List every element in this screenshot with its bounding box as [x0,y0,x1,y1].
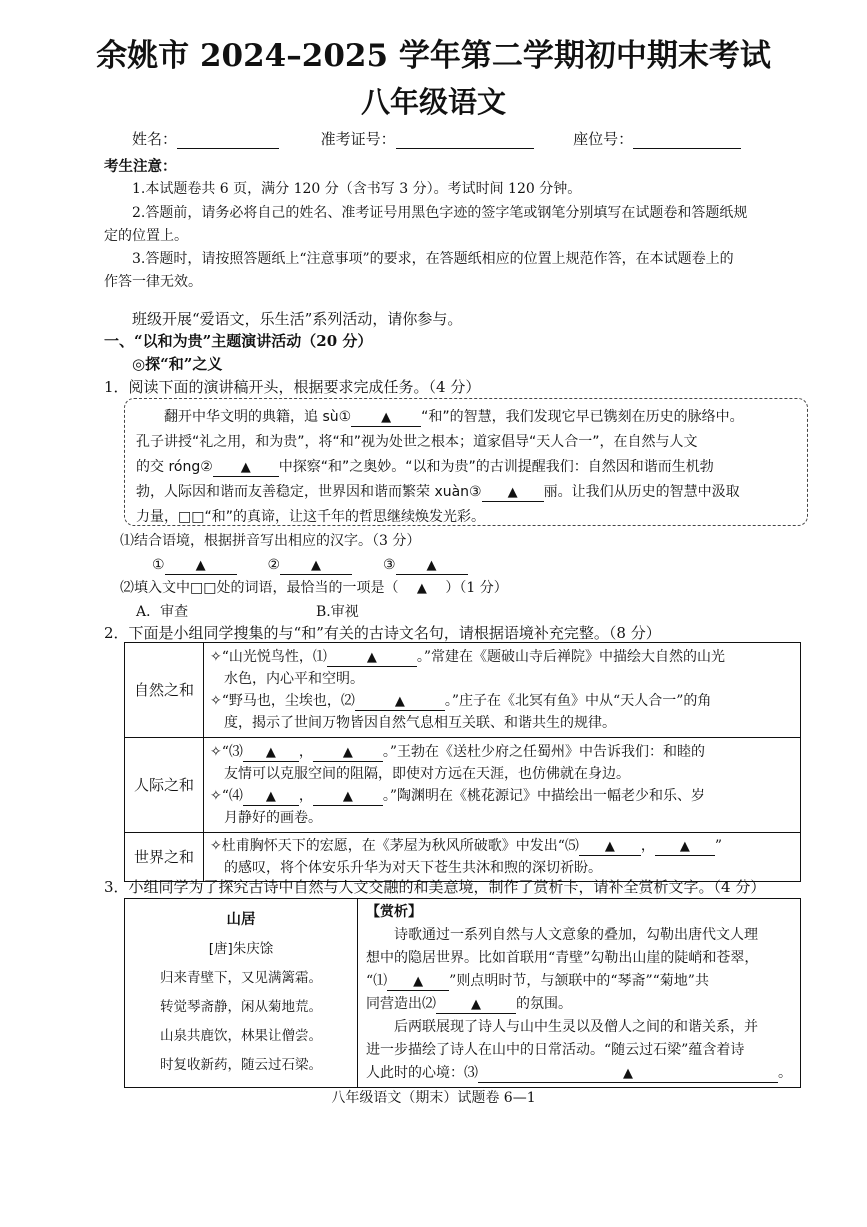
answer-blank-1: ▲ [351,408,421,427]
exam-number-blank [396,133,534,149]
category-world: 世界之和 [125,833,204,882]
appreciation-line-1: 诗歌通过一系列自然与人文意象的叠加，勾勒出唐代文人理 [394,927,758,943]
poem-title: 山居 [226,912,256,928]
activity-intro: 班级开展“爱语文，乐生活”系列活动，请你参与。 [132,310,463,328]
name-blank [177,133,279,149]
answer-blank-q2-3a: ▲ [243,743,299,762]
poem [126,900,356,1080]
answer-blank-q2-4b: ▲ [313,787,383,806]
answer-blank-char-1: ▲ [165,556,237,575]
answer-blank-q3-1: ▲ [387,972,449,991]
exam-title: 余姚市 2024–2025 学年第二学期初中期末考试 [96,38,771,74]
question-1-sub-1-blanks: ① ▲ ② ▲ ③ ▲ [152,554,468,576]
passage-line-4: 勃，人际因和谐而友善稳定，世界因和谐而繁荣 xuàn③ ▲ 丽。让我们从历史的智慧中汲取 [136,484,740,500]
interpersonal-quote-2-cont: 月静好的画卷。 [224,810,322,826]
poem-line-4: 时复收新药，随云过石梁。 [160,1057,322,1073]
question-3-stem: 3．小组同学为了探究古诗中自然与人文交融的和美意境，制作了赏析卡，请补全赏析文字。（4 分） [104,878,766,896]
option-a: A．审查 [136,604,189,620]
notice-item-2-cont: 定的位置上。 [104,228,188,244]
nature-quote-1: ✧“山光悦鸟性，⑴ ▲ 。”常建在《题破山寺后禅院》中描绘大自然的山光 [210,649,726,665]
answer-blank-q3-3: ▲ [478,1064,778,1083]
category-nature: 自然之和 [125,643,204,738]
appreciation-line-5: 后两联展现了诗人与山中生灵以及僧人之间的和谐关系，并 [394,1019,758,1035]
question-1-sub-1: ⑴结合语境，根据拼音写出相应的汉字。（3 分） [120,533,421,549]
notice-item-1: 1.本试题卷共 6 页，满分 120 分（含书写 3 分）。考试时间 120 分钟。 [132,181,582,197]
appreciation-line-2: 想中的隐居世界。比如首联用“青壁”勾勒出山崖的陡峭和苍翠， [366,950,759,966]
question-2-stem: 2．下面是小组同学搜集的与“和”有关的古诗文名句，请根据语境补充完整。（8 分） [104,624,661,642]
answer-blank-q2-1: ▲ [327,648,417,667]
appreciation-line-4: 同营造出⑵ ▲ 的氛围。 [366,996,572,1012]
page-footer: 八年级语文（期末）试题卷 6—1 [331,1090,536,1106]
answer-blank-char-3: ▲ [396,556,468,575]
passage-line-1: 翻开中华文明的典籍，追 sù① ▲ “和”的智慧，我们发现它早已镌刻在历史的脉络中。 [164,409,744,425]
appreciation-heading: 【赏析】 [366,904,422,920]
table-row [125,899,801,1088]
notice-heading: 考生注意： [104,158,177,175]
table-row [125,643,801,738]
answer-blank-q3-2: ▲ [436,995,516,1014]
seat-blank [633,133,741,149]
seat-label: 座位号： [573,130,634,148]
table-row [125,833,801,882]
nature-quote-1-cont: 水色，内心平和空明。 [224,671,364,687]
table-row [125,738,801,833]
world-quote-1-cont: 的感叹，将个体安乐升华为对天下苍生共沐和煦的深切祈盼。 [224,860,602,876]
section-1-subheading: ◎探“和”之义 [132,355,223,373]
poem-line-2: 转觉琴斋静，闲从菊地荒。 [160,999,322,1015]
world-quotes-cell [204,833,801,882]
world-quote-1: ✧杜甫胸怀天下的宏愿，在《茅屋为秋风所破歌》中发出“⑸ ▲ ， ▲ ” [210,838,723,854]
answer-blank-3: ▲ [482,483,544,502]
exam-number-label: 准考证号： [320,130,396,148]
answer-blank-q2-4a: ▲ [243,787,299,806]
poem-line-3: 山泉共鹿饮，林果让僧尝。 [160,1028,322,1044]
notice-item-2: 2.答题前，请务必将自己的姓名、准考证号用黑色字迹的签字笔或钢笔分别填写在试题卷和答题纸规 [132,205,748,221]
nature-quote-2-cont: 度，揭示了世间万物皆因自然气息相互关联、和谐共生的规律。 [224,715,616,731]
nature-quote-2: ✧“野马也，尘埃也，⑵ ▲ 。”庄子在《北冥有鱼》中从“天人合一”的角 [210,693,712,709]
answer-mark-choice: ▲ [416,581,427,596]
notice-item-3: 3.答题时，请按照答题纸上“注意事项”的要求，在答题纸相应的位置上规范作答，在本试题卷上的 [132,251,734,267]
passage-line-3: 的交 róng② ▲ 中探察“和”之奥妙。“以和为贵”的古训提醒我们：自然因和谐而生机勃 [136,459,714,475]
exam-subtitle: 八年级语文 [360,85,506,119]
interpersonal-quote-1-cont: 友情可以克服空间的阻隔，即使对方远在天涯，也仿佛就在身边。 [224,766,630,782]
question-1-sub-2: ⑵填入文中□□处的词语，最恰当的一项是（ ▲ ）（1 分） [120,577,508,600]
section-1-heading: 一、“以和为贵”主题演讲活动（20 分） [104,332,373,350]
student-id-row [132,128,741,149]
poetry-fill-table [124,642,801,882]
appreciation-line-3: “⑴ ▲ ”则点明时节，与颔联中的“琴斋”“菊地”共 [366,973,709,989]
interpersonal-quote-1: ✧“⑶ ▲ ， ▲ 。”王勃在《送杜少府之任蜀州》中告诉我们：和睦的 [210,744,706,760]
appreciation-line-7: 人此时的心境：⑶ ▲ 。 [366,1065,792,1081]
option-b: B.审视 [316,604,359,620]
interpersonal-quotes-cell [204,738,801,833]
question-1-stem: 1．阅读下面的演讲稿开头，根据要求完成任务。（4 分） [104,378,481,396]
answer-blank-q2-2: ▲ [355,692,445,711]
interpersonal-quote-2: ✧“⑷ ▲ ， ▲ 。”陶渊明在《桃花源记》中描绘出一幅老少和乐、岁 [210,788,706,804]
category-interpersonal: 人际之和 [125,738,204,833]
appreciation-cell [358,899,801,1088]
poem-cell [125,899,358,1088]
passage-line-5: 力量，□□“和”的真谛，让这千年的哲思继续焕发光彩。 [136,509,485,525]
name-label: 姓名： [132,130,178,148]
answer-blank-2: ▲ [213,458,279,477]
answer-blank-q2-3b: ▲ [313,743,383,762]
notice-item-3-cont: 作答一律无效。 [104,274,202,290]
passage-line-2: 孔子讲授“礼之用，和为贵”，将“和”视为处世之根本；道家倡导“天人合一”，在自然与人文 [136,434,698,450]
appreciation-card [124,898,801,1088]
poem-author: [唐]朱庆馀 [208,941,274,957]
poem-line-1: 归来青壁下，又见满篱霜。 [160,970,322,986]
nature-quotes-cell [204,643,801,738]
appreciation-line-6: 进一步描绘了诗人在山中的日常活动。“随云过石梁”蕴含着诗 [366,1042,745,1058]
answer-blank-char-2: ▲ [280,556,352,575]
answer-blank-q2-5b: ▲ [655,837,715,856]
answer-blank-q2-5a: ▲ [579,837,641,856]
